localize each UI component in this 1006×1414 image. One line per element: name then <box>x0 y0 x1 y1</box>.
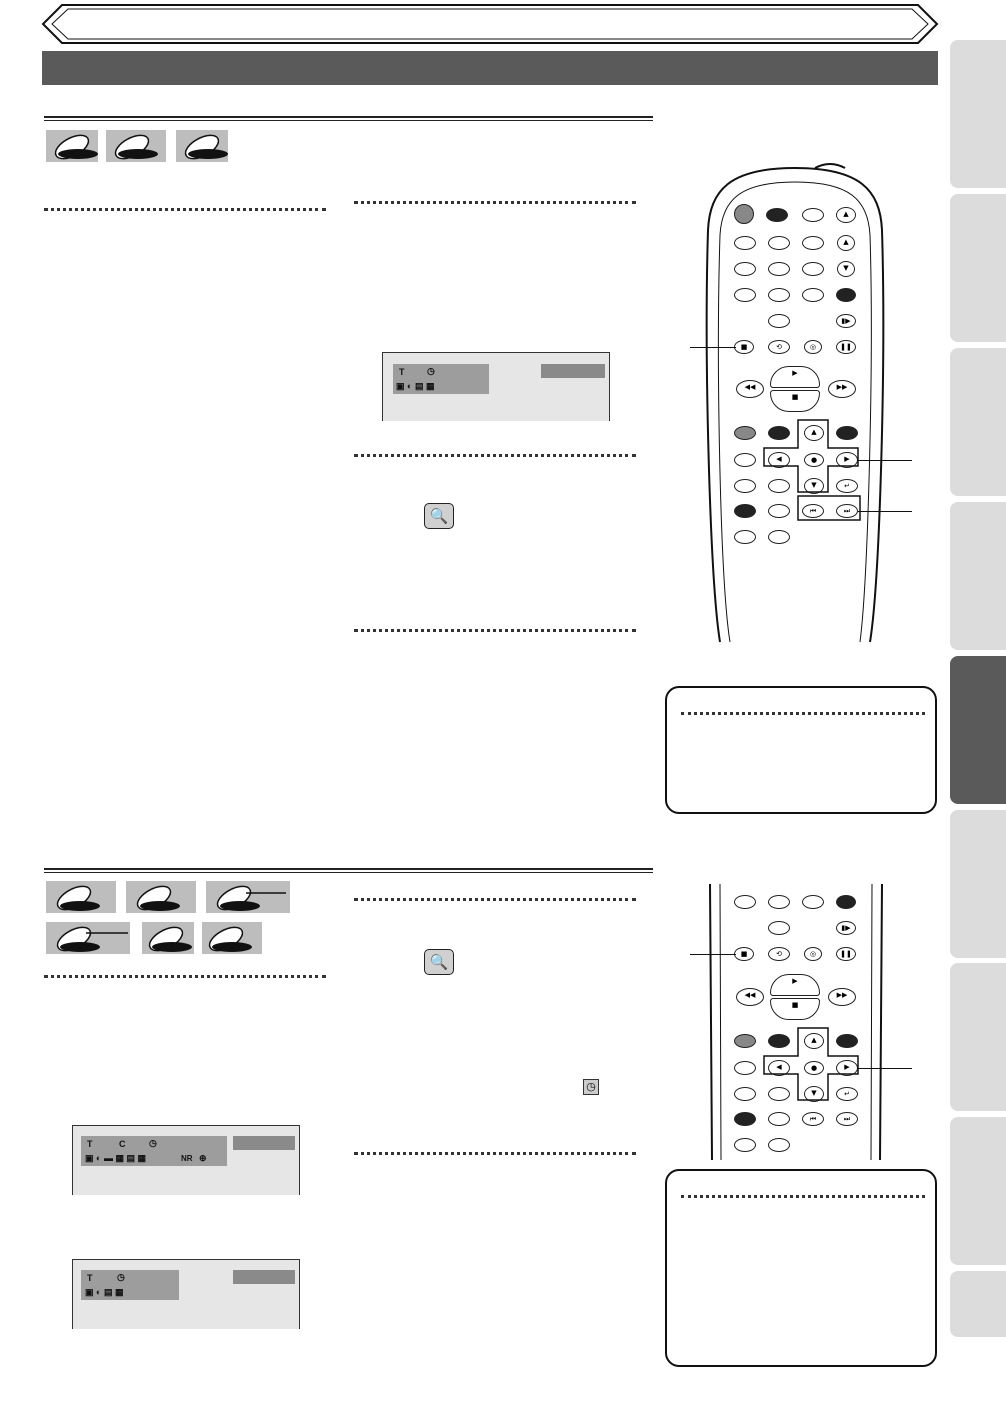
slow-button[interactable]: ▮▶ <box>836 314 856 328</box>
zoom-icon: ⊕ <box>199 1153 207 1163</box>
repeat-button[interactable]: ⟲ <box>768 340 790 354</box>
clock-icon: ◷ <box>117 1272 125 1282</box>
cursor-down-button[interactable]: ▼ <box>804 478 824 494</box>
remote-button[interactable] <box>734 262 756 276</box>
repeat-button[interactable]: ⟲ <box>768 947 790 961</box>
remote-button[interactable] <box>768 895 790 909</box>
header-banner <box>40 2 940 46</box>
remote-button[interactable] <box>734 426 756 440</box>
play-button[interactable]: ▶ <box>770 366 820 388</box>
remote-button[interactable] <box>802 895 824 909</box>
side-tab-6[interactable] <box>950 810 1006 958</box>
remote-button[interactable] <box>768 921 790 935</box>
enter-button[interactable]: ● <box>804 1061 824 1075</box>
stop-button[interactable]: ■ <box>734 947 754 961</box>
channel-down-button[interactable]: ▼ <box>837 261 855 277</box>
osd-nr-label: NR <box>181 1154 193 1163</box>
callout-line <box>690 954 736 955</box>
side-tab-7[interactable] <box>950 963 1006 1111</box>
section2-rule <box>44 868 653 873</box>
remote-button[interactable] <box>734 1112 756 1126</box>
side-tab-9[interactable] <box>950 1271 1006 1337</box>
skip-back-button[interactable]: ⏮ <box>802 1112 824 1126</box>
osd-title-letter: T <box>87 1139 93 1149</box>
side-tab-5-active[interactable] <box>950 656 1006 804</box>
remote-button[interactable] <box>734 1138 756 1152</box>
osd-title-letter: T <box>87 1273 93 1283</box>
osd-screen <box>72 1259 300 1329</box>
note-box <box>665 686 937 814</box>
remote-button[interactable] <box>768 1138 790 1152</box>
remote-button[interactable] <box>734 479 756 493</box>
cursor-up-button[interactable]: ▲ <box>804 425 824 441</box>
osd-title-letter: T <box>399 367 405 377</box>
remote-button[interactable] <box>734 288 756 302</box>
remote-button[interactable] <box>734 453 756 467</box>
osd-screen <box>382 352 610 421</box>
step-divider <box>44 975 326 978</box>
side-tab-3[interactable] <box>950 348 1006 496</box>
fast-forward-button[interactable]: ▶▶ <box>828 988 856 1006</box>
remote-button[interactable] <box>734 1061 756 1075</box>
osd-icon-row: ▣ ◐ ▤ ▦ <box>396 381 435 391</box>
return-button[interactable]: ↵ <box>836 1087 858 1101</box>
remote-button[interactable] <box>802 288 824 302</box>
remote-button[interactable] <box>768 314 790 328</box>
osd-status-bar <box>233 1136 295 1150</box>
side-tab-1[interactable] <box>950 40 1006 188</box>
remote-button[interactable] <box>802 236 824 250</box>
osd-icon-row: ▣ ◐ ▤ ▦ <box>85 1287 124 1297</box>
remote-button[interactable] <box>734 895 756 909</box>
fast-forward-button[interactable]: ▶▶ <box>828 380 856 398</box>
skip-forward-button[interactable]: ⏭ <box>836 1112 858 1126</box>
remote-button[interactable] <box>802 262 824 276</box>
disc-icon <box>46 130 236 162</box>
play-button[interactable]: ▶ <box>770 974 820 996</box>
return-button[interactable]: ↵ <box>836 479 858 493</box>
clock-icon: ◷ <box>427 366 435 376</box>
step-divider <box>354 898 636 901</box>
search-help-icon: 🔍 <box>424 503 454 529</box>
osd-screen <box>72 1125 300 1195</box>
eject-button[interactable]: ▲ <box>836 207 856 223</box>
step-divider <box>44 208 326 211</box>
callout-line <box>858 1068 912 1069</box>
remote-button[interactable] <box>802 208 824 222</box>
remote-button[interactable] <box>734 530 756 544</box>
remote-button[interactable] <box>766 208 788 222</box>
skip-back-button[interactable]: ⏮ <box>802 504 824 518</box>
callout-line <box>690 347 736 348</box>
remote-button[interactable] <box>768 530 790 544</box>
record-button[interactable] <box>836 895 856 909</box>
cursor-left-button[interactable]: ◀ <box>768 452 790 468</box>
remote-button[interactable] <box>734 504 756 518</box>
enter-button[interactable]: ● <box>804 453 824 467</box>
remote-button[interactable] <box>734 1034 756 1048</box>
side-tab-2[interactable] <box>950 194 1006 342</box>
skip-forward-button[interactable]: ⏭ <box>836 504 858 518</box>
step-divider <box>354 629 636 632</box>
slow-button[interactable]: ▮▶ <box>836 921 856 935</box>
side-tab-4[interactable] <box>950 502 1006 650</box>
remote-button[interactable] <box>734 1087 756 1101</box>
remote-button[interactable] <box>768 288 790 302</box>
osd-chapter-letter: C <box>119 1139 126 1149</box>
stop-large-button[interactable]: ■ <box>770 390 820 412</box>
stop-button[interactable]: ■ <box>734 340 754 354</box>
note-box <box>665 1169 937 1367</box>
search-help-icon: 🔍 <box>424 949 454 975</box>
note-divider <box>681 1195 925 1198</box>
cursor-right-button[interactable]: ▶ <box>836 452 858 468</box>
rewind-button[interactable]: ◀◀ <box>736 988 764 1006</box>
cursor-left-button[interactable]: ◀ <box>768 1060 790 1076</box>
note-divider <box>681 712 925 715</box>
power-button[interactable] <box>734 204 754 224</box>
callout-line <box>858 511 912 512</box>
channel-up-button[interactable]: ▲ <box>837 235 855 251</box>
remote-button[interactable]: ◎ <box>804 947 822 961</box>
side-tab-8[interactable] <box>950 1117 1006 1265</box>
cursor-down-button[interactable]: ▼ <box>804 1086 824 1102</box>
step-divider <box>354 201 636 204</box>
remote-button[interactable] <box>734 236 756 250</box>
osd-status-bar <box>233 1270 295 1284</box>
rewind-button[interactable]: ◀◀ <box>736 380 764 398</box>
step-divider <box>354 454 636 457</box>
stop-large-button[interactable]: ■ <box>770 998 820 1020</box>
disc-icon <box>46 881 296 955</box>
remote-button[interactable] <box>768 1112 790 1126</box>
remote1-highlight-frames <box>760 418 870 526</box>
clock-icon: ◷ <box>149 1138 157 1148</box>
osd-status-bar <box>541 364 605 378</box>
cursor-up-button[interactable]: ▲ <box>804 1033 824 1049</box>
cursor-right-button[interactable]: ▶ <box>836 1060 858 1076</box>
callout-line <box>858 460 912 461</box>
section-title-bar <box>42 51 938 85</box>
pause-button[interactable]: ❚❚ <box>836 340 856 354</box>
remote-button[interactable] <box>768 236 790 250</box>
clock-icon: ◷ <box>583 1079 599 1095</box>
record-button[interactable] <box>836 288 856 302</box>
remote-button[interactable] <box>768 262 790 276</box>
remote2-highlight-frame <box>760 1026 870 1106</box>
section1-rule <box>44 116 653 121</box>
remote-button[interactable]: ◎ <box>804 340 822 354</box>
osd-icon-row: ▣ ◐ ▬ ▦ ▤ ▦ <box>85 1153 146 1163</box>
step-divider <box>354 1152 636 1155</box>
pause-button[interactable]: ❚❚ <box>836 947 856 961</box>
